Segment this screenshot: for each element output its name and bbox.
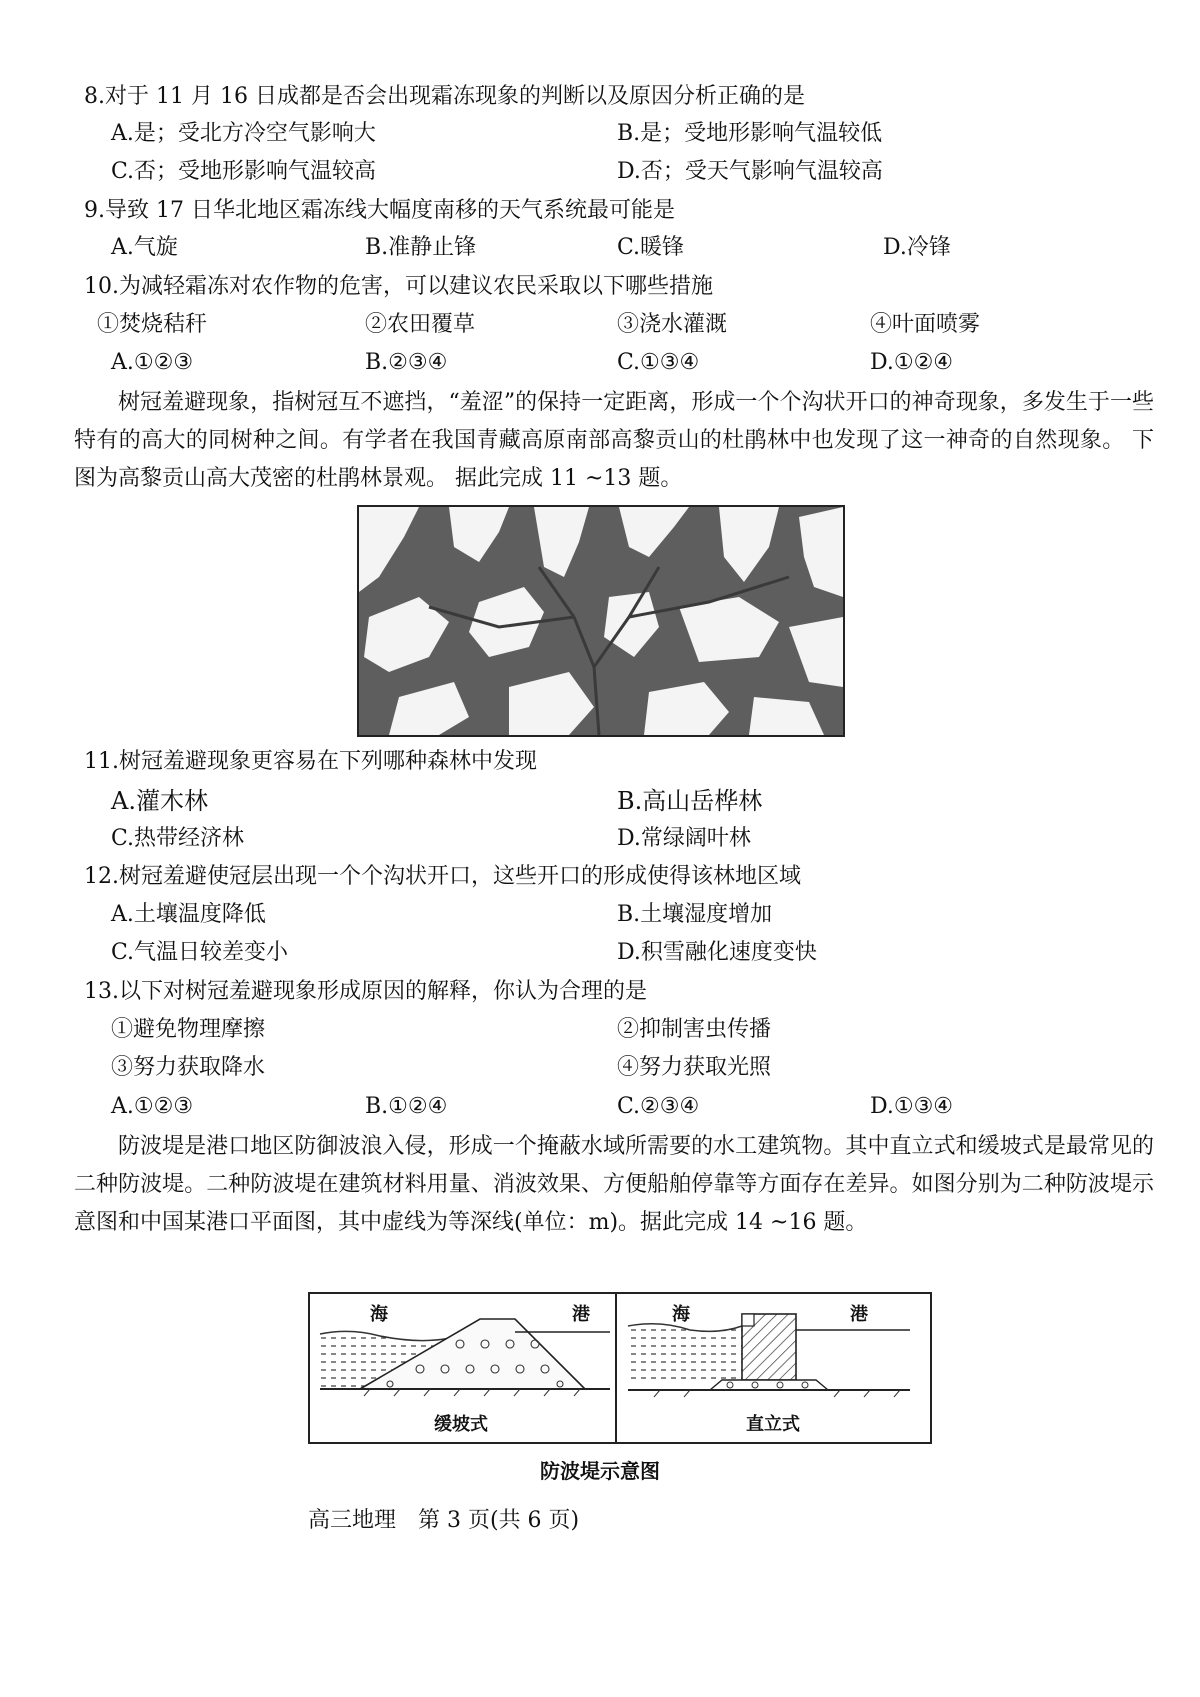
breakwater-diagram [308, 1292, 932, 1444]
q10-option-a: A.①②③ [111, 350, 194, 375]
q11-option-c: C.热带经济林 [111, 826, 245, 851]
q11-option-d: D.常绿阔叶林 [617, 826, 751, 851]
q13-item-1: ①避免物理摩擦 [111, 1017, 266, 1042]
q9-stem: 9.导致 17 日华北地区霜冻线大幅度南移的天气系统最可能是 [84, 198, 675, 223]
right-sea-label: 海 [672, 1304, 690, 1325]
q11-option-a: A.灌木林 [111, 787, 208, 815]
q13-option-a: A.①②③ [111, 1094, 194, 1119]
q9-option-a: A.气旋 [111, 235, 178, 260]
q10-item-1: ①焚烧秸秆 [97, 312, 208, 337]
passage-crown-shyness: 树冠羞避现象，指树冠互不遮挡，“羞涩”的保持一定距离，形成一个个沟状开口的神奇现象，多发生于一些特有的高大的同树种之间。有学者在我国青藏高原南部高黎贡山的杜鹃林中也发现了这一神奇的自然现象。 下图为高黎贡山高大茂密的杜鹃林景观。 据此完成 11 ~13 题。 [74, 390, 1154, 491]
q13-item-4: ④努力获取光照 [617, 1055, 772, 1080]
page-footer: 高三地理 第 3 页(共 6 页) [308, 1508, 580, 1533]
q12-stem: 12.树冠羞避使冠层出现一个个沟状开口，这些开口的形成使得该林地区域 [84, 864, 801, 889]
q9-option-c: C.暖锋 [617, 235, 685, 260]
right-port-label: 港 [850, 1304, 868, 1325]
q8-option-b: B.是；受地形影响气温较低 [617, 121, 883, 146]
left-sea-label: 海 [370, 1304, 388, 1325]
q11-stem: 11.树冠羞避现象更容易在下列哪种森林中发现 [84, 749, 537, 774]
vertical-type-label: 直立式 [746, 1414, 800, 1435]
q10-option-d: D.①②④ [870, 350, 954, 375]
q10-item-4: ④叶面喷雾 [870, 312, 981, 337]
passage-breakwater: 防波堤是港口地区防御波浪入侵，形成一个掩蔽水域所需要的水工建筑物。其中直立式和缓坡式是最常见的二种防波堤。二种防波堤在建筑材料用量、消波效果、方便船舶停靠等方面存在差异。如图分别为二种防波堤示意图和中国某港口平面图，其中虚线为等深线(单位：m)。据此完成 14 ~16 题。 [74, 1134, 1154, 1235]
q9-option-b: B.准静止锋 [365, 235, 477, 260]
q10-option-b: B.②③④ [365, 350, 448, 375]
q11-option-b: B.高山岳桦林 [617, 787, 763, 815]
q13-stem: 13.以下对树冠羞避现象形成原因的解释，你认为合理的是 [84, 979, 647, 1004]
diagram-caption: 防波堤示意图 [540, 1459, 660, 1483]
q12-option-c: C.气温日较差变小 [111, 940, 289, 965]
q8-stem: 8.对于 11 月 16 日成都是否会出现霜冻现象的判断以及原因分析正确的是 [84, 84, 805, 109]
q10-item-3: ③浇水灌溉 [617, 312, 728, 337]
canopy-photo [357, 505, 845, 737]
sloped-type-label: 缓坡式 [434, 1414, 488, 1435]
q13-option-d: D.①③④ [870, 1094, 954, 1119]
q10-stem: 10.为减轻霜冻对农作物的危害，可以建议农民采取以下哪些措施 [84, 274, 713, 299]
q8-option-a: A.是；受北方冷空气影响大 [111, 121, 376, 146]
q9-option-d: D.冷锋 [883, 235, 951, 260]
q13-item-2: ②抑制害虫传播 [617, 1017, 772, 1042]
q10-option-c: C.①③④ [617, 350, 700, 375]
q10-item-2: ②农田覆草 [365, 312, 476, 337]
q12-option-d: D.积雪融化速度变快 [617, 940, 817, 965]
q12-option-a: A.土壤温度降低 [111, 902, 266, 927]
q8-option-d: D.否；受天气影响气温较高 [617, 159, 883, 184]
q13-option-b: B.①②④ [365, 1094, 448, 1119]
q12-option-b: B.土壤湿度增加 [617, 902, 773, 927]
q8-option-c: C.否；受地形影响气温较高 [111, 159, 377, 184]
left-port-label: 港 [572, 1304, 590, 1325]
q13-option-c: C.②③④ [617, 1094, 700, 1119]
q13-item-3: ③努力获取降水 [111, 1055, 266, 1080]
